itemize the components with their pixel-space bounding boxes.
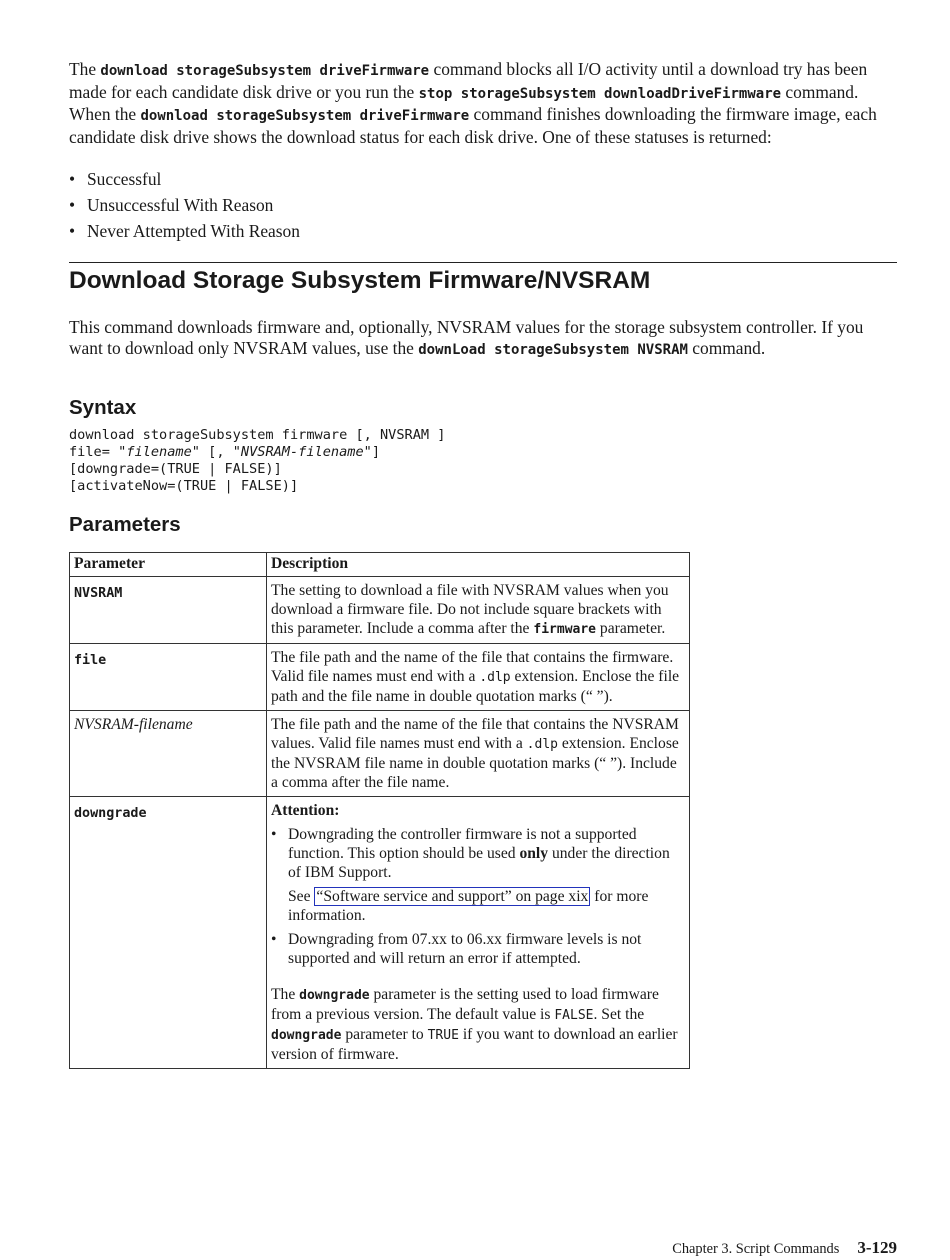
list-item: • Downgrading from 07.xx to 06.xx firmware levels is not supported and will return an error if attempted. [271, 930, 685, 968]
page-number: 3-129 [857, 1238, 897, 1257]
syntax-line: [downgrade=(TRUE | FALSE)] [69, 461, 282, 477]
table-row [70, 644, 690, 711]
table-header-row [70, 553, 690, 577]
description-text: command. [687, 337, 766, 358]
attention-label: Attention: [271, 802, 340, 819]
cross-reference-link[interactable]: “Software service and support” on page xix [316, 888, 589, 905]
command-keyword: stop storageSubsystem downloadDriveFirmware [418, 85, 782, 102]
parameter-name: downgrade [70, 797, 267, 1069]
syntax-line: [activateNow=(TRUE | FALSE)] [69, 478, 299, 494]
syntax-line: file= "filename" [, "NVSRAM-filename"] [69, 444, 381, 460]
list-item: • Downgrading the controller firmware is not a supported function. This option should be used only under the direction of IBM Support. [271, 825, 685, 882]
parameter-description: The file path and the name of the file that contains the NVSRAM values. Valid file names must end with a .dlp extension. Enclose the NVSRAM file name in double quotation marks (“ ”). Include a comma after the file name. [267, 711, 690, 797]
description-text: This command downloads firmware and, optionally, NVSRAM values for the storage subsystem controller. If you want to download only NVSRAM values, use the [69, 317, 864, 358]
parameter-name: file [70, 644, 267, 711]
section-title: Download Storage Subsystem Firmware/NVSRAM [69, 267, 651, 294]
command-keyword: downLoad storageSubsystem NVSRAM [418, 341, 688, 358]
parameter-name: NVSRAM-filename [70, 711, 267, 797]
list-item: • Unsuccessful With Reason [69, 195, 897, 221]
status-list [69, 169, 897, 247]
table-row [70, 797, 690, 1069]
column-header-description: Description [267, 553, 690, 577]
column-header-parameter: Parameter [70, 553, 267, 577]
parameter-name: NVSRAM [70, 577, 267, 644]
parameters-heading: Parameters [69, 513, 181, 536]
chapter-label: Chapter 3. Script Commands [672, 1241, 840, 1257]
intro-text: command finishes downloading the firmware image, each candidate disk drive shows the download status for each disk drive. One of these statuses is returned: [69, 104, 877, 147]
syntax-heading: Syntax [69, 396, 137, 419]
table-row [70, 711, 690, 797]
section-description [69, 317, 897, 360]
downgrade-description: The downgrade parameter is the setting used to load firmware from a previous version. The default value is FALSE. Set the downgrade parameter to TRUE if you want to download an earlier version of firmware. [271, 986, 678, 1063]
parameter-description [267, 797, 690, 1069]
syntax-block [69, 427, 445, 495]
parameter-description: The setting to download a file with NVSRAM values when you download a firmware file. Do not include square brackets with this parameter. Include a comma after the firmware parameter. [267, 577, 690, 644]
intro-paragraph [69, 59, 897, 147]
intro-text: command blocks all I/O activity until a download try has been made for each candidate disk drive or you run the [69, 59, 868, 102]
syntax-line: download storageSubsystem firmware [, NVSRAM ] [69, 427, 446, 443]
list-item: • Never Attempted With Reason [69, 221, 897, 247]
see-also-note: See “Software service and support” on page xix for more information. [288, 888, 649, 924]
table-row [70, 577, 690, 644]
page-footer [672, 1238, 897, 1259]
intro-text: command. When the [69, 81, 859, 125]
parameter-description: The file path and the name of the file that contains the firmware. Valid file names must end with a .dlp extension. Enclose the file path and the file name in double quotation marks (“ ”). [267, 644, 690, 711]
parameters-table [69, 552, 690, 1069]
command-keyword: download storageSubsystem driveFirmware [100, 63, 430, 79]
command-keyword: download storageSubsystem driveFirmware [140, 108, 470, 125]
intro-text: The [69, 59, 101, 79]
list-item: • Successful [69, 169, 897, 195]
